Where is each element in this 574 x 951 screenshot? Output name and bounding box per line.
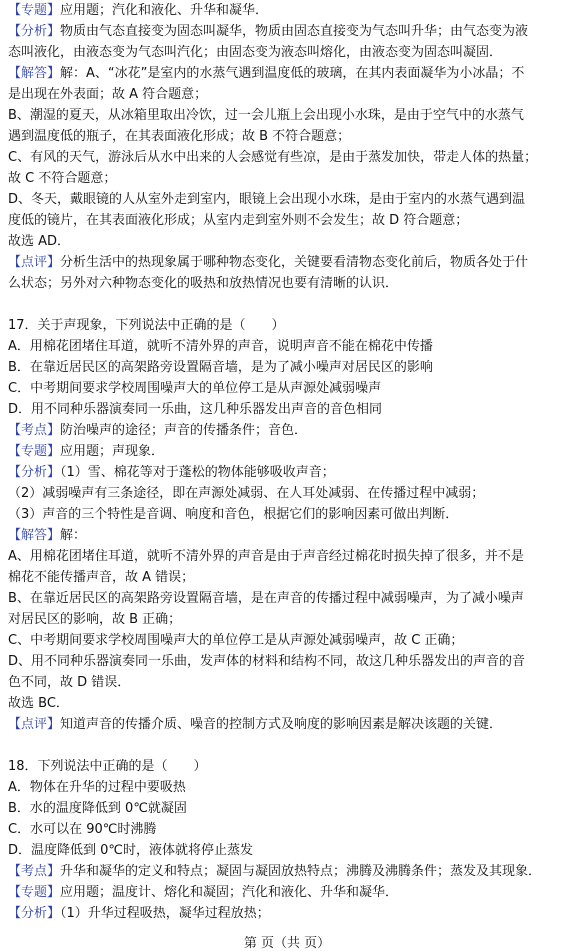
q16-answer-line: 故选 AD． (8, 234, 71, 249)
tag-fenxi: 【分析】 (8, 465, 61, 480)
q17-kaodian-text: 防治噪声的途径；声音的传播条件；音色． (60, 423, 308, 438)
q16-answer-line: 遇到温度低的瓶子，在其表面液化形成；故 B 不符合题意； (8, 129, 351, 144)
q16-answer-line: B、潮湿的夏天，从冰箱里取出冷饮，过一会儿瓶上会出现小水珠，是由于空气中的水蒸气 (8, 108, 524, 123)
q18-zhuanti (8, 882, 570, 903)
q17-fenxi (8, 462, 570, 483)
tag-kaodian: 【考点】 (8, 864, 61, 879)
q16-dianping-text: 分析生活中的热现象属于哪种物态变化，关键要看清物态变化前后，物质各处于什 (60, 255, 529, 270)
q17-answer-line: 故选 BC． (8, 696, 69, 711)
tag-zhuanti: 【专题】 (8, 444, 61, 459)
q17-answer-line: C、中考期间要求学校周围噪声大的单位停工是从声源处减弱噪声，故 C 正确； (8, 633, 464, 648)
tag-kaodian: 【考点】 (8, 423, 61, 438)
q17-answer-line: 棉花不能传播声音，故 A 错误； (8, 570, 195, 585)
q18-option-b: B．水的温度降低到 0℃就凝固 (8, 801, 187, 816)
q17-option-b: B．在靠近居民区的高架路旁设置隔音墙，是为了减小噪声对居民区的影响 (8, 360, 433, 375)
q17-stem: 17．关于声现象，下列说法中正确的是（ ） (8, 318, 285, 333)
q17-option-d: D．用不同种乐器演奏同一乐曲，这几种乐器发出声音的音色相同 (8, 402, 383, 417)
tag-zhuanti: 【专题】 (8, 885, 61, 900)
q16-answer-line: C、有风的天气，游泳后从水中出来的人会感觉有些凉，是由于蒸发加快，带走人体的热量； (8, 150, 538, 165)
q18-kaodian (8, 861, 570, 882)
q17-answer-line: 对居民区的影响，故 B 正确； (8, 612, 182, 627)
q17-dianping (8, 714, 570, 735)
q17-kaodian (8, 420, 570, 441)
q16-answer-line: D、冬天，戴眼镜的人从室外走到室内，眼镜上会出现小水珠，是由于室内的水蒸气遇到温 (8, 192, 526, 207)
q16-fenxi (8, 21, 570, 42)
tag-jieda: 【解答】 (8, 66, 61, 81)
q17-jieda (8, 525, 570, 546)
q16-zhuanti (8, 0, 570, 21)
tag-fenxi: 【分析】 (8, 24, 61, 39)
tag-dianping: 【点评】 (8, 255, 61, 270)
q17-answer-line: 色不同，故 D 错误． (8, 675, 131, 690)
q16-dianping (8, 252, 570, 273)
tag-zhuanti: 【专题】 (8, 3, 61, 18)
q16-zhuanti-text: 应用题；汽化和液化、升华和凝华． (60, 3, 269, 18)
q18-option-d: D．温度降低到 0℃时，液体就将停止蒸发 (8, 843, 254, 858)
q17-jieda-text: 解： (60, 528, 87, 543)
q16-answer-line: 是出现在外表面；故 A 符合题意； (8, 87, 208, 102)
q16-fenxi-line: 态叫液化，由液态变为气态叫汽化；由固态变为液态叫熔化，由液态变为固态叫凝固． (8, 45, 503, 60)
page-footer: 第 页（共 页） (243, 936, 331, 951)
q17-answer-line: B、在靠近居民区的高架路旁设置隔音墙，是在声音的传播过程中减弱噪声，为了减小噪声 (8, 591, 524, 606)
q16-jieda (8, 63, 570, 84)
q17-option-c: C．中考期间要求学校周围噪声大的单位停工是从声源处减弱噪声 (8, 381, 382, 396)
q17-option-a: A．用棉花团堵住耳道，就听不清外界的声音，说明声音不能在棉花中传播 (8, 339, 433, 354)
q18-fenxi (8, 903, 570, 924)
q16-fenxi-text: 物质由气态直接变为固态叫凝华，物质由固态直接变为气态叫升华；由气态变为液 (60, 24, 529, 39)
q18-option-c: C．水可以在 90℃时沸腾 (8, 822, 157, 837)
q16-dianping-line: 么状态；另外对六种物态变化的吸热和放热情况也要有清晰的认识． (8, 276, 399, 291)
q17-answer-line: A、用棉花团堵住耳道，就听不清外界的声音是由于声音经过棉花时损失掉了很多，并不是 (8, 549, 524, 564)
q16-jieda-text: 解：A、“冰花”是室内的水蒸气遇到温度低的玻璃，在其内表面凝华为小冰晶；不 (60, 66, 525, 81)
q18-zhuanti-text: 应用题；温度计、熔化和凝固；汽化和液化、升华和凝华． (60, 885, 399, 900)
q18-fenxi-text: （1）升华过程吸热，凝华过程放热； (60, 906, 270, 921)
tag-fenxi: 【分析】 (8, 906, 61, 921)
tag-dianping: 【点评】 (8, 717, 61, 732)
q17-fenxi-text: （1）雪、棉花等对于蓬松的物体能够吸收声音； (60, 465, 335, 480)
q17-fenxi-line: （2）减弱噪声有三条途径，即在声源处减弱、在人耳处减弱、在传播过程中减弱； (8, 486, 485, 501)
tag-jieda: 【解答】 (8, 528, 61, 543)
q17-answer-line: D、用不同种乐器演奏同一乐曲，发声体的材料和结构不同，故这几种乐器发出的声音的音 (8, 654, 526, 669)
q17-fenxi-line: （3）声音的三个特性是音调、响度和音色，根据它们的影响因素可做出判断． (8, 507, 459, 522)
q17-zhuanti (8, 441, 570, 462)
q16-answer-line: 度低的镜片，在其表面液化形成；从室内走到室外则不会发生；故 D 符合题意； (8, 213, 469, 228)
q18-stem: 18．下列说法中正确的是（ ） (8, 759, 207, 774)
q16-answer-line: 故 C 不符合题意； (8, 171, 117, 186)
q17-dianping-text: 知道声音的传播介质、噪音的控制方式及响度的影响因素是解决该题的关键． (60, 717, 503, 732)
q18-kaodian-text: 升华和凝华的定义和特点；凝固与凝固放热特点；沸腾及沸腾条件；蒸发及其现象． (60, 864, 542, 879)
q18-option-a: A．物体在升华的过程中要吸热 (8, 780, 186, 795)
q17-zhuanti-text: 应用题；声现象． (60, 444, 165, 459)
